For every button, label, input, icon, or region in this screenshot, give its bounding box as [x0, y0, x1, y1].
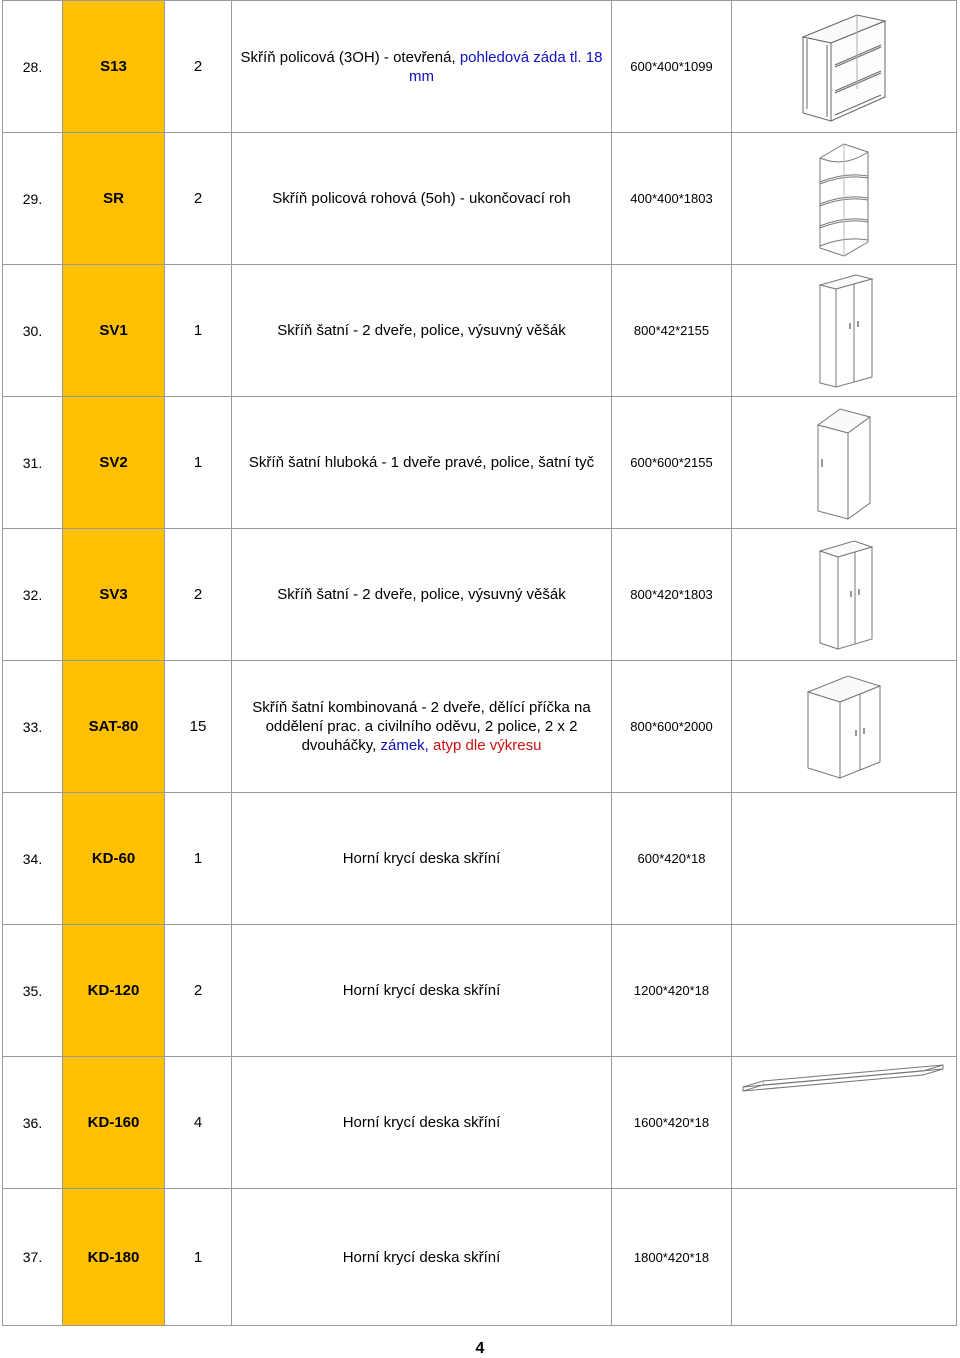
dimensions: 600*420*18 — [611, 793, 731, 924]
dimensions: 1800*420*18 — [611, 1189, 731, 1325]
product-code: S13 — [62, 1, 164, 132]
row-number: 37. — [2, 1189, 62, 1325]
description-text: Skříň policová (3OH) - otevřená, — [240, 48, 460, 66]
product-image-cell — [731, 529, 957, 660]
description: Skříň šatní - 2 dveře, police, výsuvný věšák — [231, 265, 611, 396]
description: Horní krycí deska skříní — [231, 1189, 611, 1325]
quantity: 4 — [164, 1057, 231, 1188]
dimensions: 800*600*2000 — [611, 661, 731, 792]
description: Horní krycí deska skříní — [231, 925, 611, 1056]
table-row — [2, 132, 957, 264]
table-row — [2, 396, 957, 528]
product-image-cell — [731, 1, 957, 132]
product-image-cell — [731, 133, 957, 264]
wardrobe-two-door-icon — [812, 271, 876, 391]
description-lock: zámek, — [380, 737, 429, 754]
corner-shelf-unit-icon — [814, 138, 874, 260]
quantity: 15 — [164, 661, 231, 792]
quantity: 2 — [164, 1, 231, 132]
table-row — [2, 528, 957, 660]
description — [231, 1, 611, 132]
row-number: 31. — [2, 397, 62, 528]
table-row — [2, 1056, 957, 1188]
row-number: 33. — [2, 661, 62, 792]
description: Horní krycí deska skříní — [231, 1057, 611, 1188]
dimensions: 400*400*1803 — [611, 133, 731, 264]
product-image-cell — [731, 397, 957, 528]
row-number: 35. — [2, 925, 62, 1056]
description — [231, 661, 611, 792]
product-code: KD-180 — [62, 1189, 164, 1325]
dimensions: 1600*420*18 — [611, 1057, 731, 1188]
row-number: 30. — [2, 265, 62, 396]
product-image-cell — [731, 1057, 957, 1188]
open-shelf-cabinet-icon — [799, 9, 889, 124]
dimensions: 1200*420*18 — [611, 925, 731, 1056]
table-row — [2, 264, 957, 396]
dimensions: 800*42*2155 — [611, 265, 731, 396]
row-number: 28. — [2, 1, 62, 132]
page-number: 4 — [475, 1340, 485, 1357]
table-row — [2, 660, 957, 792]
quantity: 1 — [164, 793, 231, 924]
product-code: SAT-80 — [62, 661, 164, 792]
description: Skříň šatní - 2 dveře, police, výsuvný věšák — [231, 529, 611, 660]
row-number: 34. — [2, 793, 62, 924]
product-image-cell — [731, 925, 957, 1056]
product-code: SR — [62, 133, 164, 264]
product-table — [2, 0, 957, 1326]
dimensions: 800*420*1803 — [611, 529, 731, 660]
top-board-icon — [739, 1063, 949, 1113]
wardrobe-one-door-icon — [812, 403, 876, 523]
product-code: KD-160 — [62, 1057, 164, 1188]
quantity: 1 — [164, 1189, 231, 1325]
quantity: 1 — [164, 265, 231, 396]
description-note: atyp dle výkresu — [428, 737, 542, 754]
quantity: 2 — [164, 529, 231, 660]
row-number: 36. — [2, 1057, 62, 1188]
description: Skříň policová rohová (5oh) - ukončovací roh — [231, 133, 611, 264]
table-row — [2, 1188, 957, 1326]
quantity: 1 — [164, 397, 231, 528]
table-row — [2, 792, 957, 924]
wardrobe-combined-icon — [804, 672, 884, 782]
product-code: SV1 — [62, 265, 164, 396]
product-image-cell — [731, 793, 957, 924]
description-text: Skříň šatní kombinovaná - 2 dveře, dělící příčka na oddělení prac. a civilního oděvu, 2 police, 2 x 2 dvouháčky, — [252, 699, 591, 754]
product-image-cell — [731, 265, 957, 396]
table-row — [2, 0, 957, 132]
product-code: SV3 — [62, 529, 164, 660]
wardrobe-two-door-icon — [812, 537, 876, 653]
dimensions: 600*400*1099 — [611, 1, 731, 132]
quantity: 2 — [164, 925, 231, 1056]
product-code: KD-120 — [62, 925, 164, 1056]
product-image-cell — [731, 661, 957, 792]
description-highlight: pohledová záda tl. 18 mm — [409, 48, 603, 85]
product-image-cell — [731, 1189, 957, 1325]
dimensions: 600*600*2155 — [611, 397, 731, 528]
quantity: 2 — [164, 133, 231, 264]
product-code: SV2 — [62, 397, 164, 528]
row-number: 29. — [2, 133, 62, 264]
description: Horní krycí deska skříní — [231, 793, 611, 924]
product-code: KD-60 — [62, 793, 164, 924]
row-number: 32. — [2, 529, 62, 660]
table-row — [2, 924, 957, 1056]
description: Skříň šatní hluboká - 1 dveře pravé, police, šatní tyč — [231, 397, 611, 528]
